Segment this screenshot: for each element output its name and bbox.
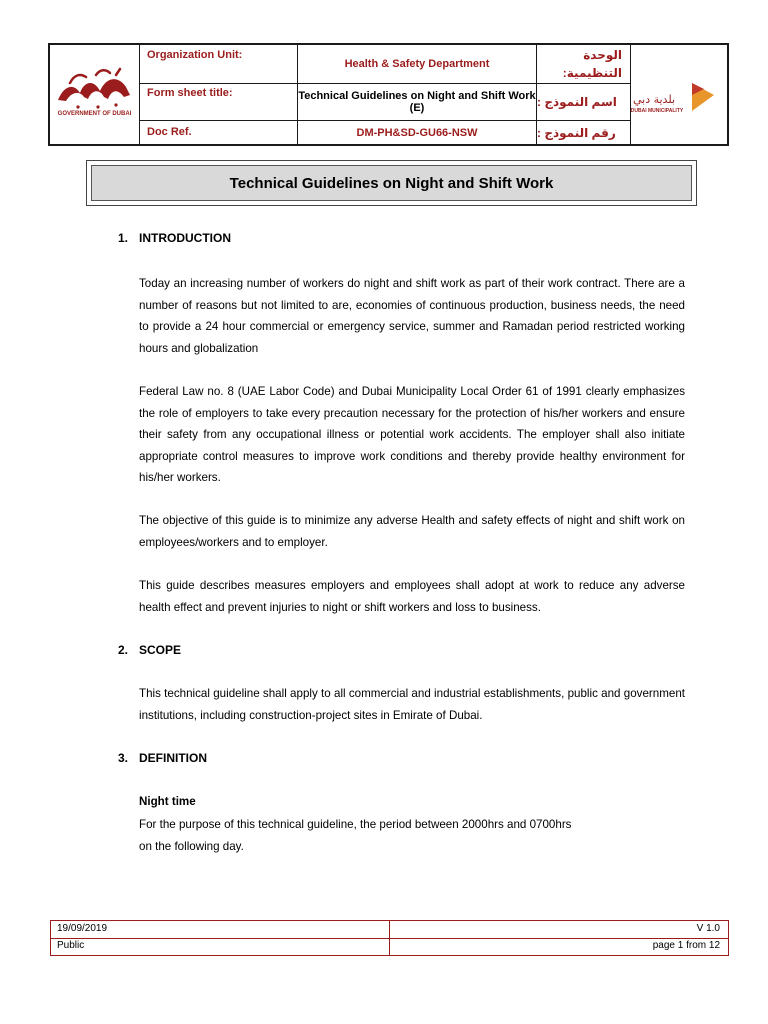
section-heading-definition	[118, 751, 207, 765]
government-of-dubai-emblem-icon	[50, 45, 139, 144]
form-title-value: Technical Guidelines on Night and Shift Work (E)	[298, 90, 536, 114]
section-number: 2.	[118, 643, 129, 657]
intro-paragraph-2: Federal Law no. 8 (UAE Labor Code) and Dubai Municipality Local Order 61 of 1991 clearly emphasizes the role of employers to take every precaution necessary for the protection of his/her workers and ensure their safety from any occupational illness or potential work accidents. The employer shall also initiate appropriate control measures to improve work conditions and thereby provide healthy environment for his/her workers.	[139, 385, 685, 485]
dm-logo-arabic: بلدية دبي	[632, 93, 676, 106]
section-number: 1.	[118, 231, 129, 245]
footer-row-1	[51, 921, 728, 939]
definition-line-2: on the following day.	[139, 840, 244, 853]
footer-row-2	[51, 938, 728, 955]
document-footer-table	[50, 920, 729, 956]
dubai-municipality-logo	[630, 45, 727, 144]
section-heading-scope	[118, 643, 181, 657]
org-unit-arabic-label: الوحدة التنظيمية:	[562, 48, 622, 80]
section-title: INTRODUCTION	[139, 231, 231, 245]
scope-paragraph: This technical guideline shall apply to all commercial and industrial establishments, public and government institutions, including construction-project sites in Emirate of Dubai.	[139, 687, 685, 722]
section-number: 3.	[118, 751, 129, 765]
form-title-arabic-label: اسم النموذج :	[537, 95, 617, 109]
footer-classification: Public	[57, 940, 85, 951]
document-title: Technical Guidelines on Night and Shift Work	[91, 165, 692, 201]
doc-ref-arabic-label: رقم النموذج :	[537, 125, 616, 140]
footer-version: V 1.0	[696, 923, 720, 934]
footer-date: 19/09/2019	[57, 923, 108, 934]
footer-page-number: page 1 from 12	[652, 940, 720, 951]
definition-subheading-night-time: Night time	[139, 795, 196, 808]
org-unit-value: Health & Safety Department	[344, 58, 490, 70]
doc-ref-label: Doc Ref.	[147, 126, 192, 138]
intro-paragraph-1: Today an increasing number of workers do night and shift work as part of their work contract. There are a number of reasons but not limited to are, economies of continuous production, business needs, the need to provide a 24 hour commercial or emergency service, summer and Ramadan period restricted working hours and globalization	[139, 277, 685, 355]
form-title-label: Form sheet title:	[147, 87, 233, 99]
intro-paragraph-3: The objective of this guide is to minimize any adverse Health and safety effects of night and shift work on employees/workers and to employer.	[139, 514, 685, 549]
document-title-box	[86, 160, 697, 206]
section-heading-introduction	[118, 231, 231, 245]
gov-logo-text: GOVERNMENT OF DUBAI	[57, 111, 132, 117]
intro-paragraph-4: This guide describes measures employers and employees shall adopt at work to reduce any adverse health effect and prevent injuries to night or shift workers and loss to business.	[139, 579, 685, 614]
doc-ref-value: DM-PH&SD-GU66-NSW	[356, 126, 478, 139]
dubai-municipality-emblem-icon	[630, 45, 727, 144]
org-unit-label: Organization Unit:	[147, 49, 243, 61]
document-header-table	[48, 43, 729, 146]
government-of-dubai-logo	[50, 45, 139, 144]
section-title: DEFINITION	[139, 751, 207, 765]
definition-line-1: For the purpose of this technical guideline, the period between 2000hrs and 0700hrs	[139, 818, 572, 831]
dm-logo-text: DUBAI MUNICIPALITY	[630, 108, 684, 114]
section-title: SCOPE	[139, 643, 182, 657]
